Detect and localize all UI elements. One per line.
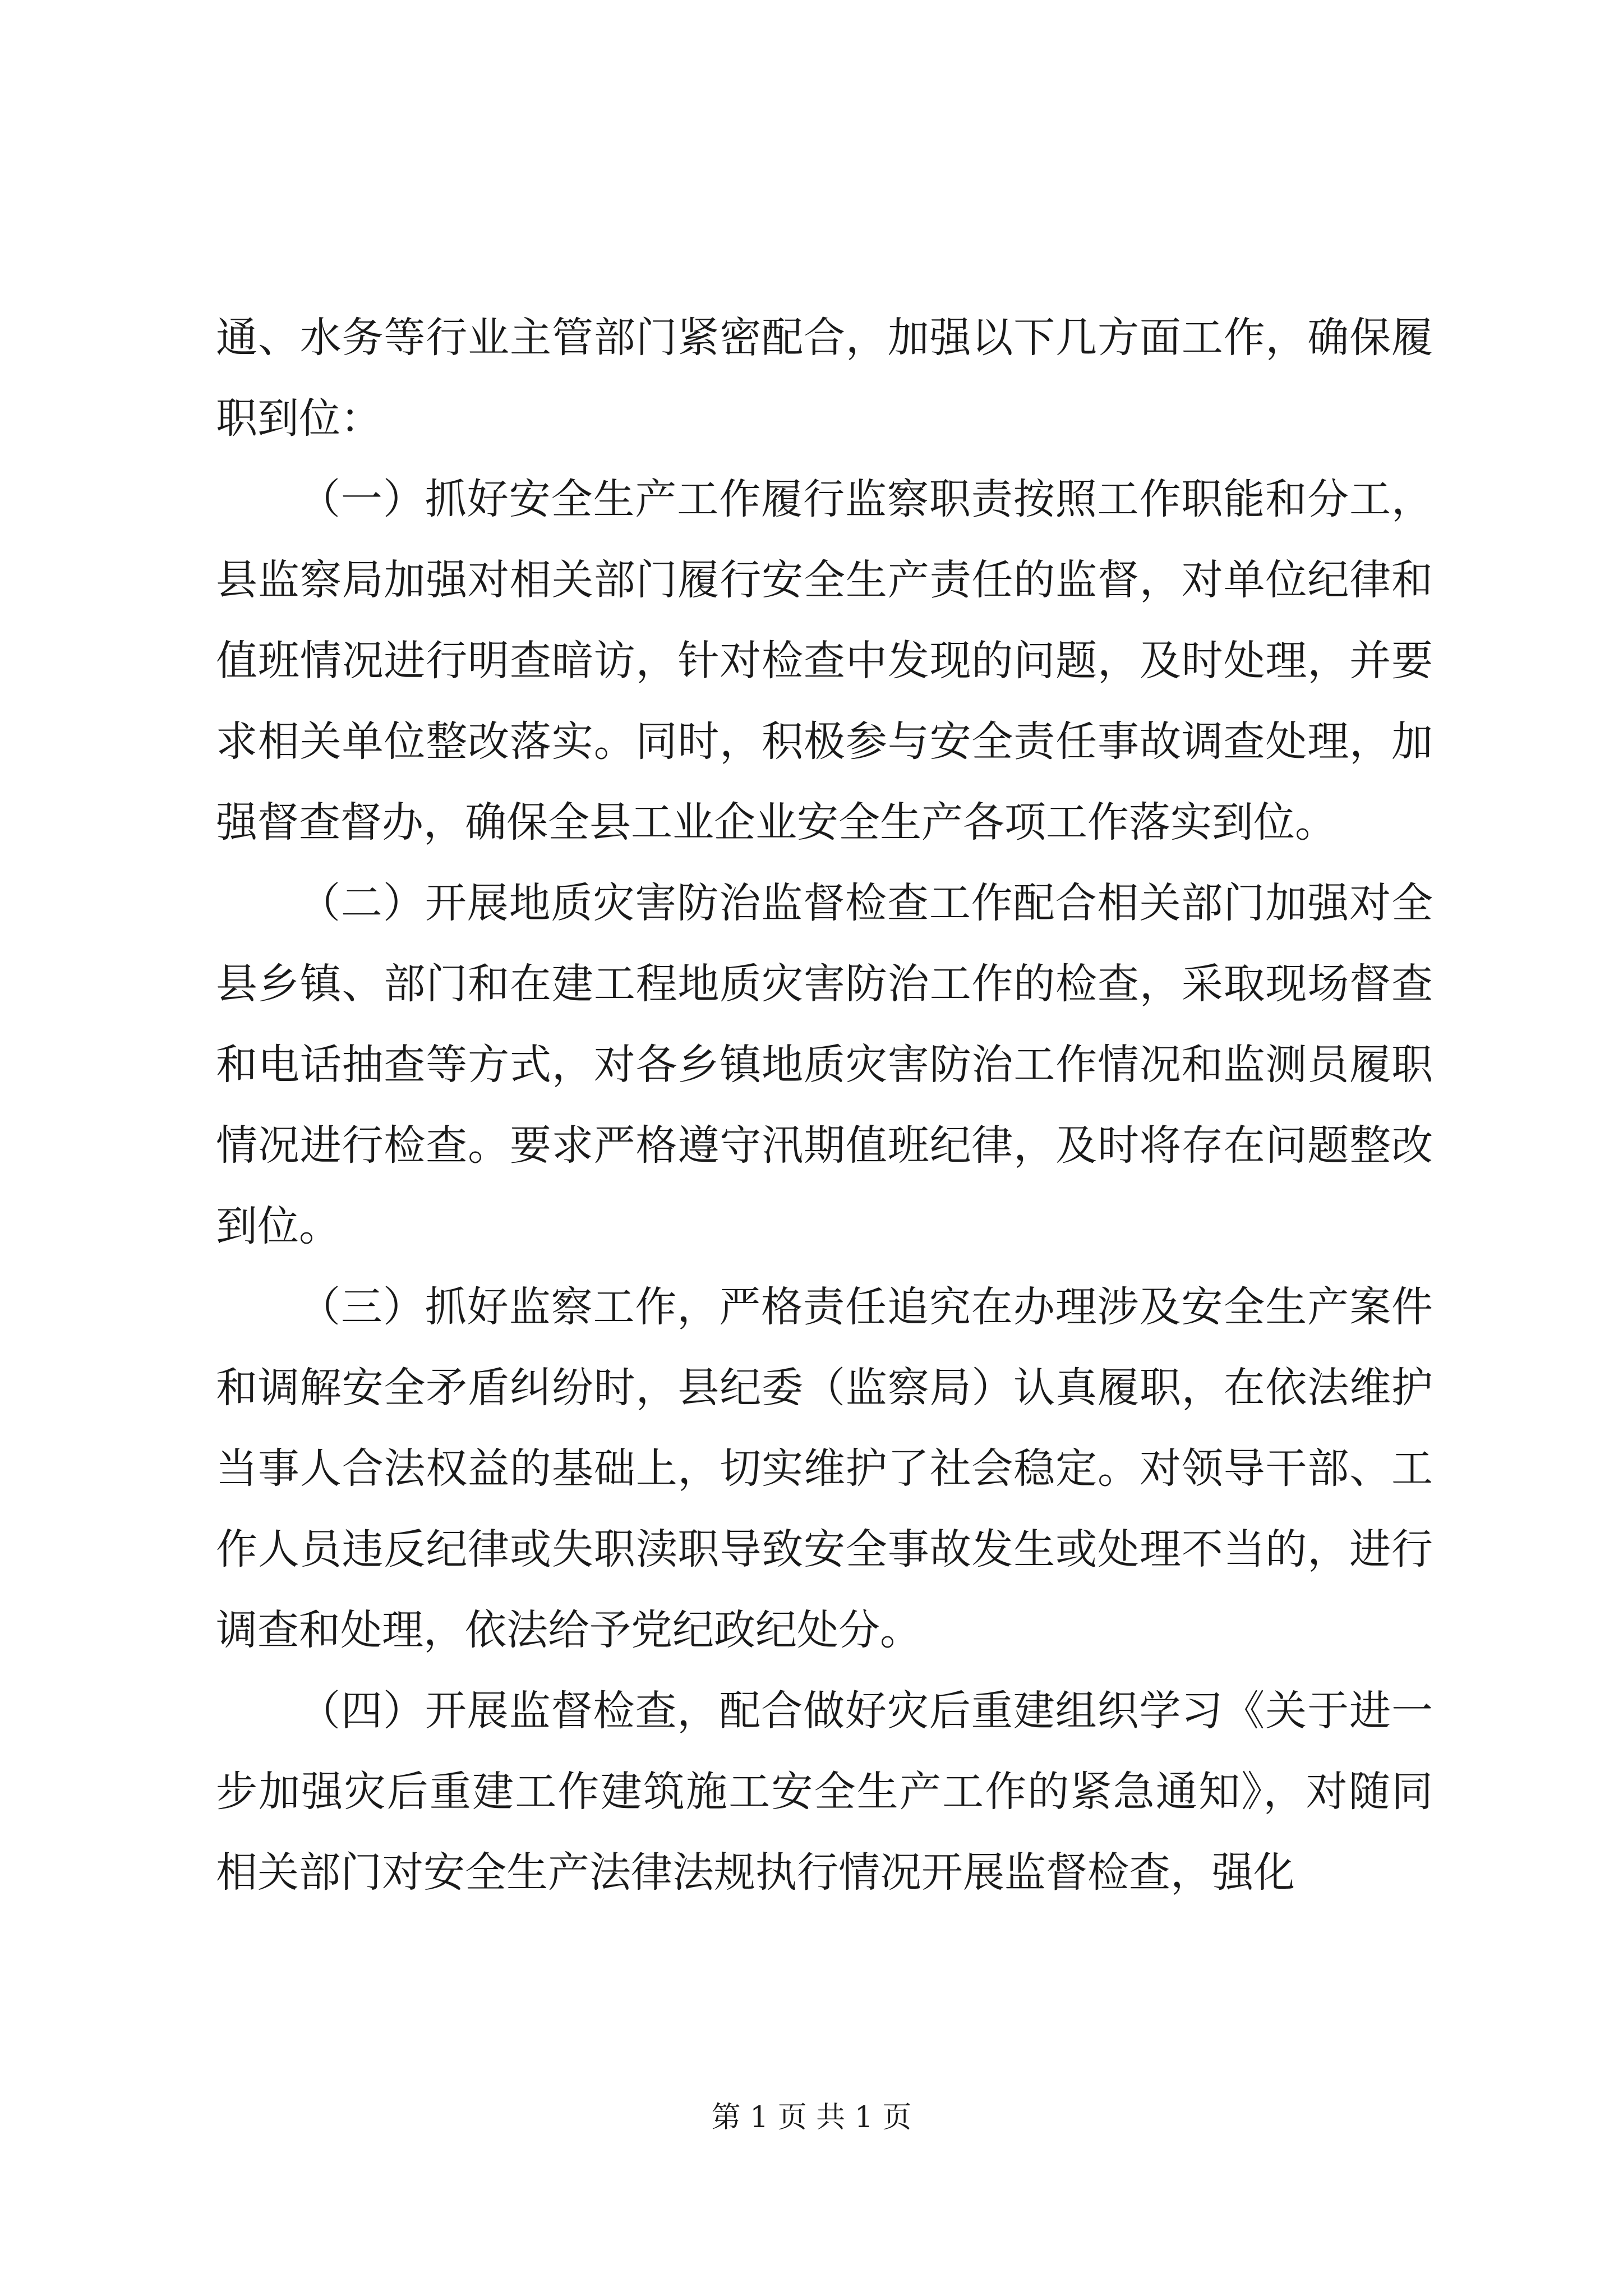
paragraph-section-1: （一）抓好安全生产工作履行监察职责按照工作职能和分工，县监察局加强对相关部门履行安全生产责任的监督，对单位纪律和值班情况进行明查暗访，针对检查中发现的问题，及时处理，并要求相关单位整改落实。同时，积极参与安全责任事故调查处理，加强督查督办，确保全县工业企业安全生产各项工作落实到位。 (216, 475, 1433, 846)
document-body (216, 297, 1433, 1913)
paragraph-intro-continuation: 通、水务等行业主管部门紧密配合，加强以下几方面工作，确保履职到位： (216, 314, 1433, 443)
page-footer: 第 1 页 共 1 页 (711, 2101, 912, 2134)
paragraph-section-3: （三）抓好监察工作，严格责任追究在办理涉及安全生产案件和调解安全矛盾纠纷时，县纪委（监察局）认真履职，在依法维护当事人合法权益的基础上，切实维护了社会稳定。对领导干部、工作人员违反纪律或失职渎职导致安全事故发生或处理不当的，进行调查和处理，依法给予党纪政纪处分。 (216, 1283, 1433, 1654)
paragraph-section-2: （二）开展地质灾害防治监督检查工作配合相关部门加强对全县乡镇、部门和在建工程地质灾害防治工作的检查，采取现场督查和电话抽查等方式，对各乡镇地质灾害防治工作情况和监测员履职情况进行检查。要求严格遵守汛期值班纪律，及时将存在问题整改到位。 (216, 879, 1433, 1250)
paragraph-section-4: （四）开展监督检查，配合做好灾后重建组织学习《关于进一步加强灾后重建工作建筑施工安全生产工作的紧急通知》，对随同相关部门对安全生产法律法规执行情况开展监督检查，强化 (216, 1687, 1433, 1897)
